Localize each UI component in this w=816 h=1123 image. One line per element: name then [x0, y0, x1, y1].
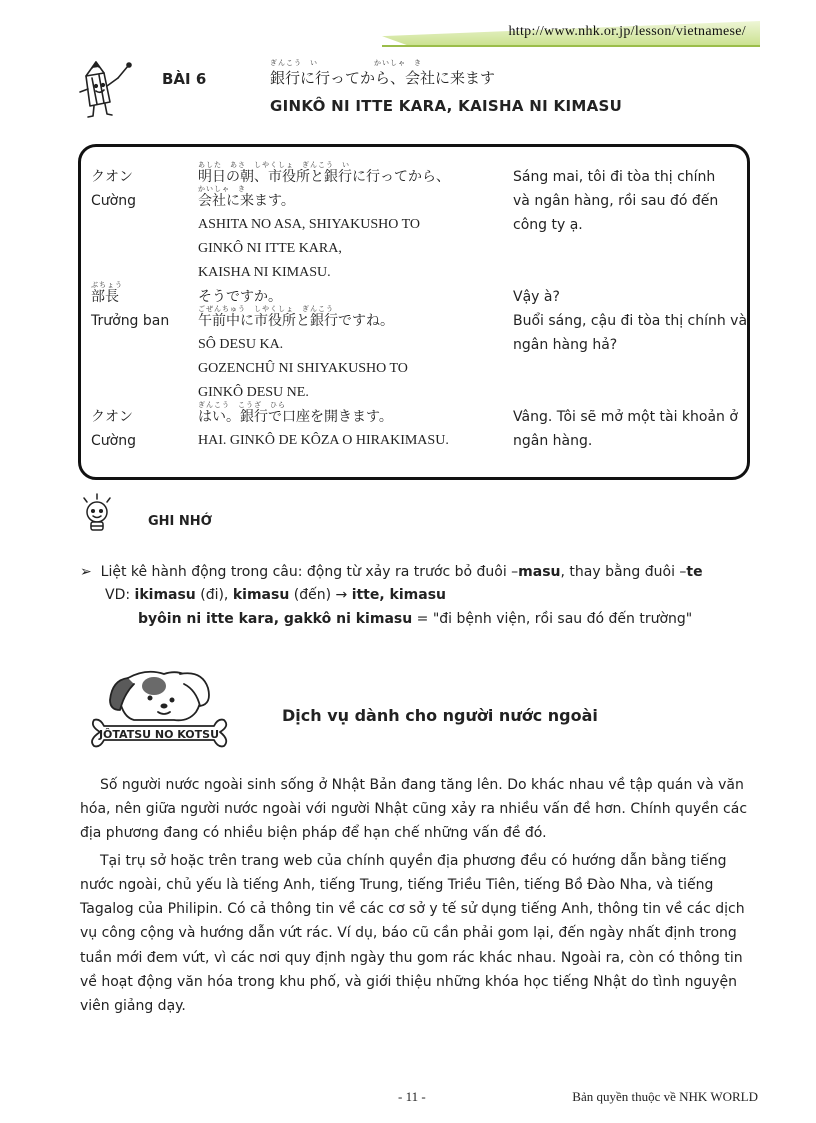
dialogue-ruby: あした あさ しやくしょ ぎんこう い [198, 161, 350, 169]
dialogue-vn-line: ngân hàng hả? [513, 337, 618, 353]
note-heading: GHI NHỚ [148, 514, 213, 529]
note-example-sentence [138, 611, 692, 627]
dialogue-ruby: ぎんこう こうざ ひら [198, 401, 286, 409]
example-bold: ikimasu [134, 587, 196, 603]
note-bullet [80, 564, 703, 580]
paragraph-line: Tagalog của Philipin. Có cả thông tin về các cơ sở y tế sử dụng tiếng Anh, thông tin về các dịch [80, 901, 745, 918]
dialogue-romaji-line: HAI. GINKÔ DE KÔZA O HIRAKIMASU. [198, 433, 449, 448]
dialogue-romaji-line: GINKÔ DESU NE. [198, 385, 309, 400]
paragraph-line: nước ngoài, chủ yếu là tiếng Anh, tiếng Trung, tiếng Triều Tiên, tiếng Bồ Đào Nha, và tiếng [80, 877, 714, 893]
example-text: (đi), [195, 587, 233, 603]
paragraph-line: địa phương đang có nhiều biện pháp để hạn chế những vấn đề đó. [80, 825, 547, 842]
lesson-title-romaji: GINKÔ NI ITTE KARA, KAISHA NI KIMASU [270, 97, 623, 115]
paragraph-line: về hoạt động văn hóa trong khu phố, và giới thiệu những khóa học tiếng Nhật do tình nguyện [80, 973, 737, 990]
dialogue-romaji-line: ASHITA NO ASA, SHIYAKUSHO TO [198, 217, 421, 232]
paragraph-1 [80, 773, 760, 797]
paragraph-line: vụ công cộng và hướng dẫn vứt rác. Ví dụ, báo cũ cần phải gom lại, đến ngày nhất định trong [80, 925, 737, 942]
lesson-title-jp: 銀行に行ってから、会社に来ます [270, 69, 496, 87]
copyright-text: Bản quyền thuộc về NHK WORLD [572, 1089, 758, 1104]
dialogue-romaji-line: GOZENCHÛ NI SHIYAKUSHO TO [198, 361, 408, 376]
lightbulb-icon [76, 492, 120, 536]
dialogue-jp-line: 明日の朝、市役所と銀行に行ってから、 [198, 169, 450, 185]
header-url[interactable]: http://www.nhk.or.jp/lesson/vietnamese/ [508, 24, 746, 39]
dialogue-vn-line: Vậy à? [513, 289, 560, 305]
badge-text: JÔTATSU NO KOTSU [98, 728, 220, 741]
lesson-title-ruby: ぎんこう い かいしゃ き [270, 59, 422, 67]
speaker-name-jp: クオン [91, 409, 133, 425]
speaker-name-vn: Trưởng ban [91, 313, 170, 329]
example-bold: itte, kimasu [351, 587, 447, 603]
dialogue-jp-line: 午前中に市役所と銀行ですね。 [198, 313, 394, 329]
example-text: (đến) → [289, 587, 352, 603]
section-title: Dịch vụ dành cho người nước ngoài [282, 706, 598, 725]
paragraph-line: Tại trụ sở hoặc trên trang web của chính quyền địa phương đều có hướng dẫn bằng tiếng [100, 853, 727, 869]
dialogue-romaji-line: SÔ DESU KA. [198, 337, 284, 352]
paragraph-2-cont [80, 873, 760, 1018]
page-number: - 11 - [398, 1089, 426, 1104]
dialogue-romaji-line: GINKÔ NI ITTE KARA, [198, 241, 342, 256]
speaker-name-jp: 部長 [91, 289, 119, 305]
example-bold: byôin ni itte kara, gakkô ni kimasu [138, 611, 413, 627]
dog-mascot-icon [84, 660, 234, 760]
example-bold: kimasu [232, 587, 290, 603]
paragraph-line: hóa, nên giữa người nước ngoài với người Nhật cũng xảy ra nhiều vấn đề hơn. Chính quyền các [80, 801, 748, 817]
paragraph-line: tuần mới đem vứt, vì các nơi quy định ngày thu gom rác khác nhau. Ngoài ra, còn có thông tin [80, 949, 743, 966]
dialogue-vn-line: Vâng. Tôi sẽ mở một tài khoản ở [513, 409, 738, 425]
example-text: = "đi bệnh viện, rồi sau đó đến trường" [412, 611, 693, 627]
note-bold: masu [518, 564, 561, 580]
dialogue-vn-line: Buổi sáng, cậu đi tòa thị chính và [513, 313, 748, 329]
dialogue-vn-line: và ngân hàng, rồi sau đó đến [513, 193, 719, 209]
dialogue-ruby: ごぜんちゅう しやくしょ ぎんこう [198, 305, 334, 313]
speaker-name-vn: Cường [91, 193, 136, 209]
paragraph-line: Số người nước ngoài sinh sống ở Nhật Bản đang tăng lên. Do khác nhau về tập quán và văn [100, 777, 744, 793]
dialogue-vn-line: Sáng mai, tôi đi tòa thị chính [513, 169, 716, 185]
note-example [105, 587, 446, 603]
dialogue-ruby: かいしゃ き [198, 185, 246, 193]
lesson-label: BÀI 6 [162, 70, 207, 88]
dialogue-jp-line: はい。銀行で口座を開きます。 [198, 409, 393, 425]
dialogue-jp-line: そうですか。 [198, 289, 282, 305]
dialogue-vn-line: công ty ạ. [513, 217, 583, 233]
note-text: , thay bằng đuôi – [560, 564, 687, 580]
example-label: VD: [105, 587, 135, 603]
pencil-mascot-icon [74, 56, 144, 122]
paragraph-1-cont [80, 797, 760, 845]
arrow-bullet-icon: ➢ [80, 564, 101, 580]
speaker-name-vn: Cường [91, 433, 136, 449]
paragraph-2 [80, 849, 760, 873]
note-bold: te [686, 564, 703, 580]
dialogue-vn-line: ngân hàng. [513, 433, 593, 449]
dialogue-romaji-line: KAISHA NI KIMASU. [198, 265, 331, 280]
paragraph-line: viên giảng dạy. [80, 998, 186, 1015]
speaker-ruby: ぶちょう [91, 281, 123, 289]
note-text: Liệt kê hành động trong câu: động từ xảy ra trước bỏ đuôi – [100, 564, 519, 580]
header-banner-line [382, 45, 760, 47]
dialogue-jp-line: 会社に来ます。 [198, 193, 295, 209]
speaker-name-jp: クオン [91, 169, 133, 185]
